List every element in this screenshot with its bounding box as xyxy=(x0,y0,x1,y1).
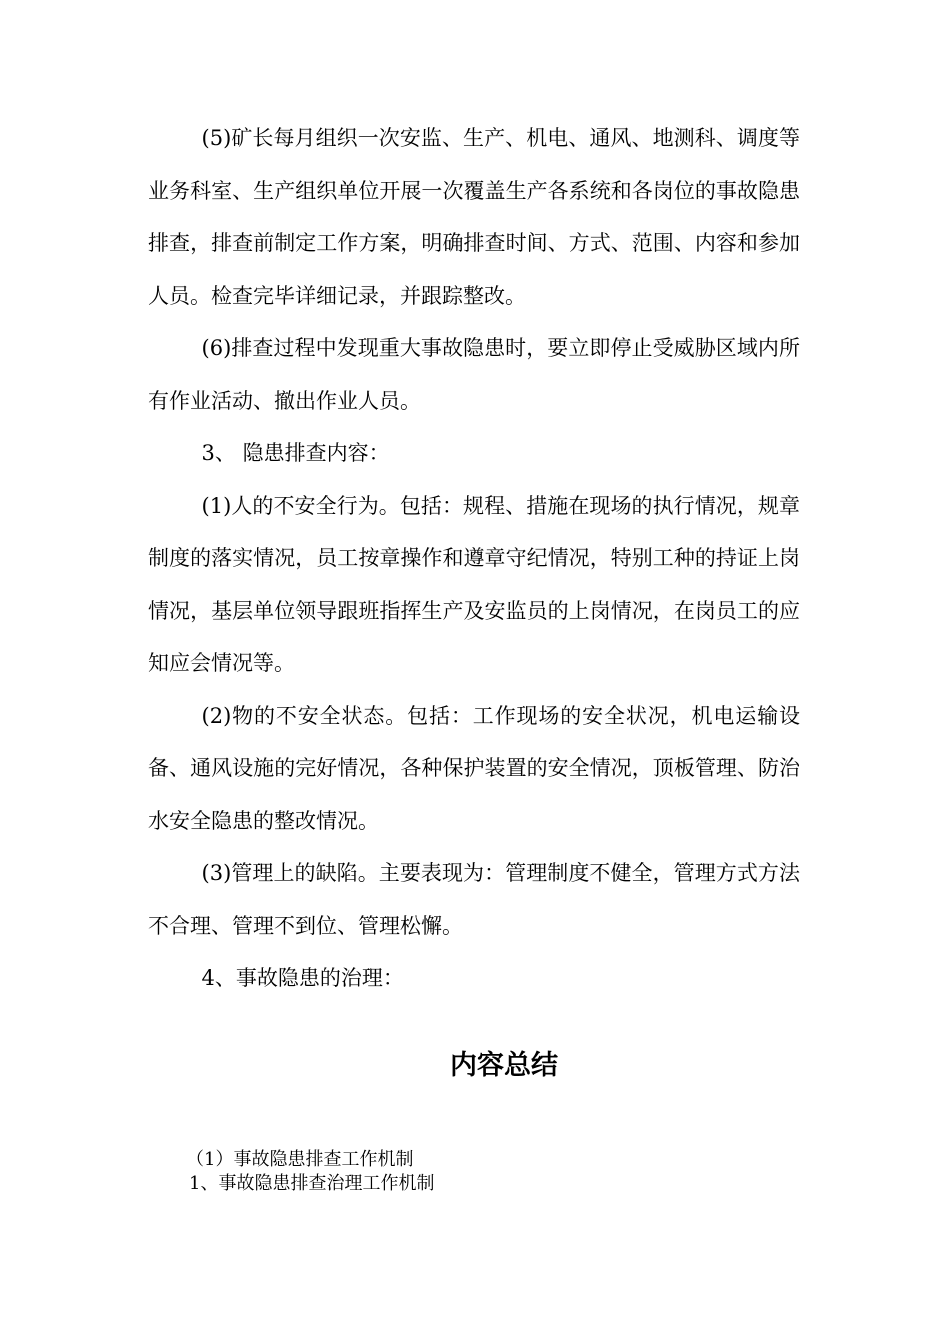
summary-item: 1、事故隐患排查治理工作机制 xyxy=(189,1173,435,1194)
paragraph-unsafe-state: (2)物的不安全状态。包括：工作现场的安全状况，机电运输设备、通风设施的完好情况，各种保护装置的安全情况，顶板管理、防治水安全隐患的整改情况。 xyxy=(148,703,800,833)
document-body xyxy=(148,112,800,1005)
paragraph-item-5: (5)矿长每月组织一次安监、生产、机电、通风、地测科、调度等业务科室、生产组织单位开展一次覆盖生产各系统和各岗位的事故隐患排查，排查前制定工作方案，明确排查时间、方式、范围、内容和参加人员。检查完毕详细记录，并跟踪整改。 xyxy=(148,126,800,308)
summary-list xyxy=(186,1148,746,1196)
section-heading-3: 3、 隐患排查内容： xyxy=(201,441,390,465)
paragraph-unsafe-behavior: (1)人的不安全行为。包括：规程、措施在现场的执行情况，规章制度的落实情况，员工按章操作和遵章守纪情况，特别工种的持证上岗情况，基层单位领导跟班指挥生产及安监员的上岗情况，在岗员工的应知应会情况等。 xyxy=(148,493,800,675)
summary-title: 内容总结 xyxy=(450,1050,558,1081)
section-heading-4: 4、事故隐患的治理： xyxy=(201,966,404,990)
paragraph-item-6: (6)排查过程中发现重大事故隐患时，要立即停止受威胁区域内所有作业活动、撤出作业人员。 xyxy=(148,336,800,413)
paragraph-management-defects: (3)管理上的缺陷。主要表现为：管理制度不健全，管理方式方法不合理、管理不到位、管理松懈。 xyxy=(148,861,800,938)
summary-item: （1）事故隐患排查工作机制 xyxy=(186,1149,414,1170)
